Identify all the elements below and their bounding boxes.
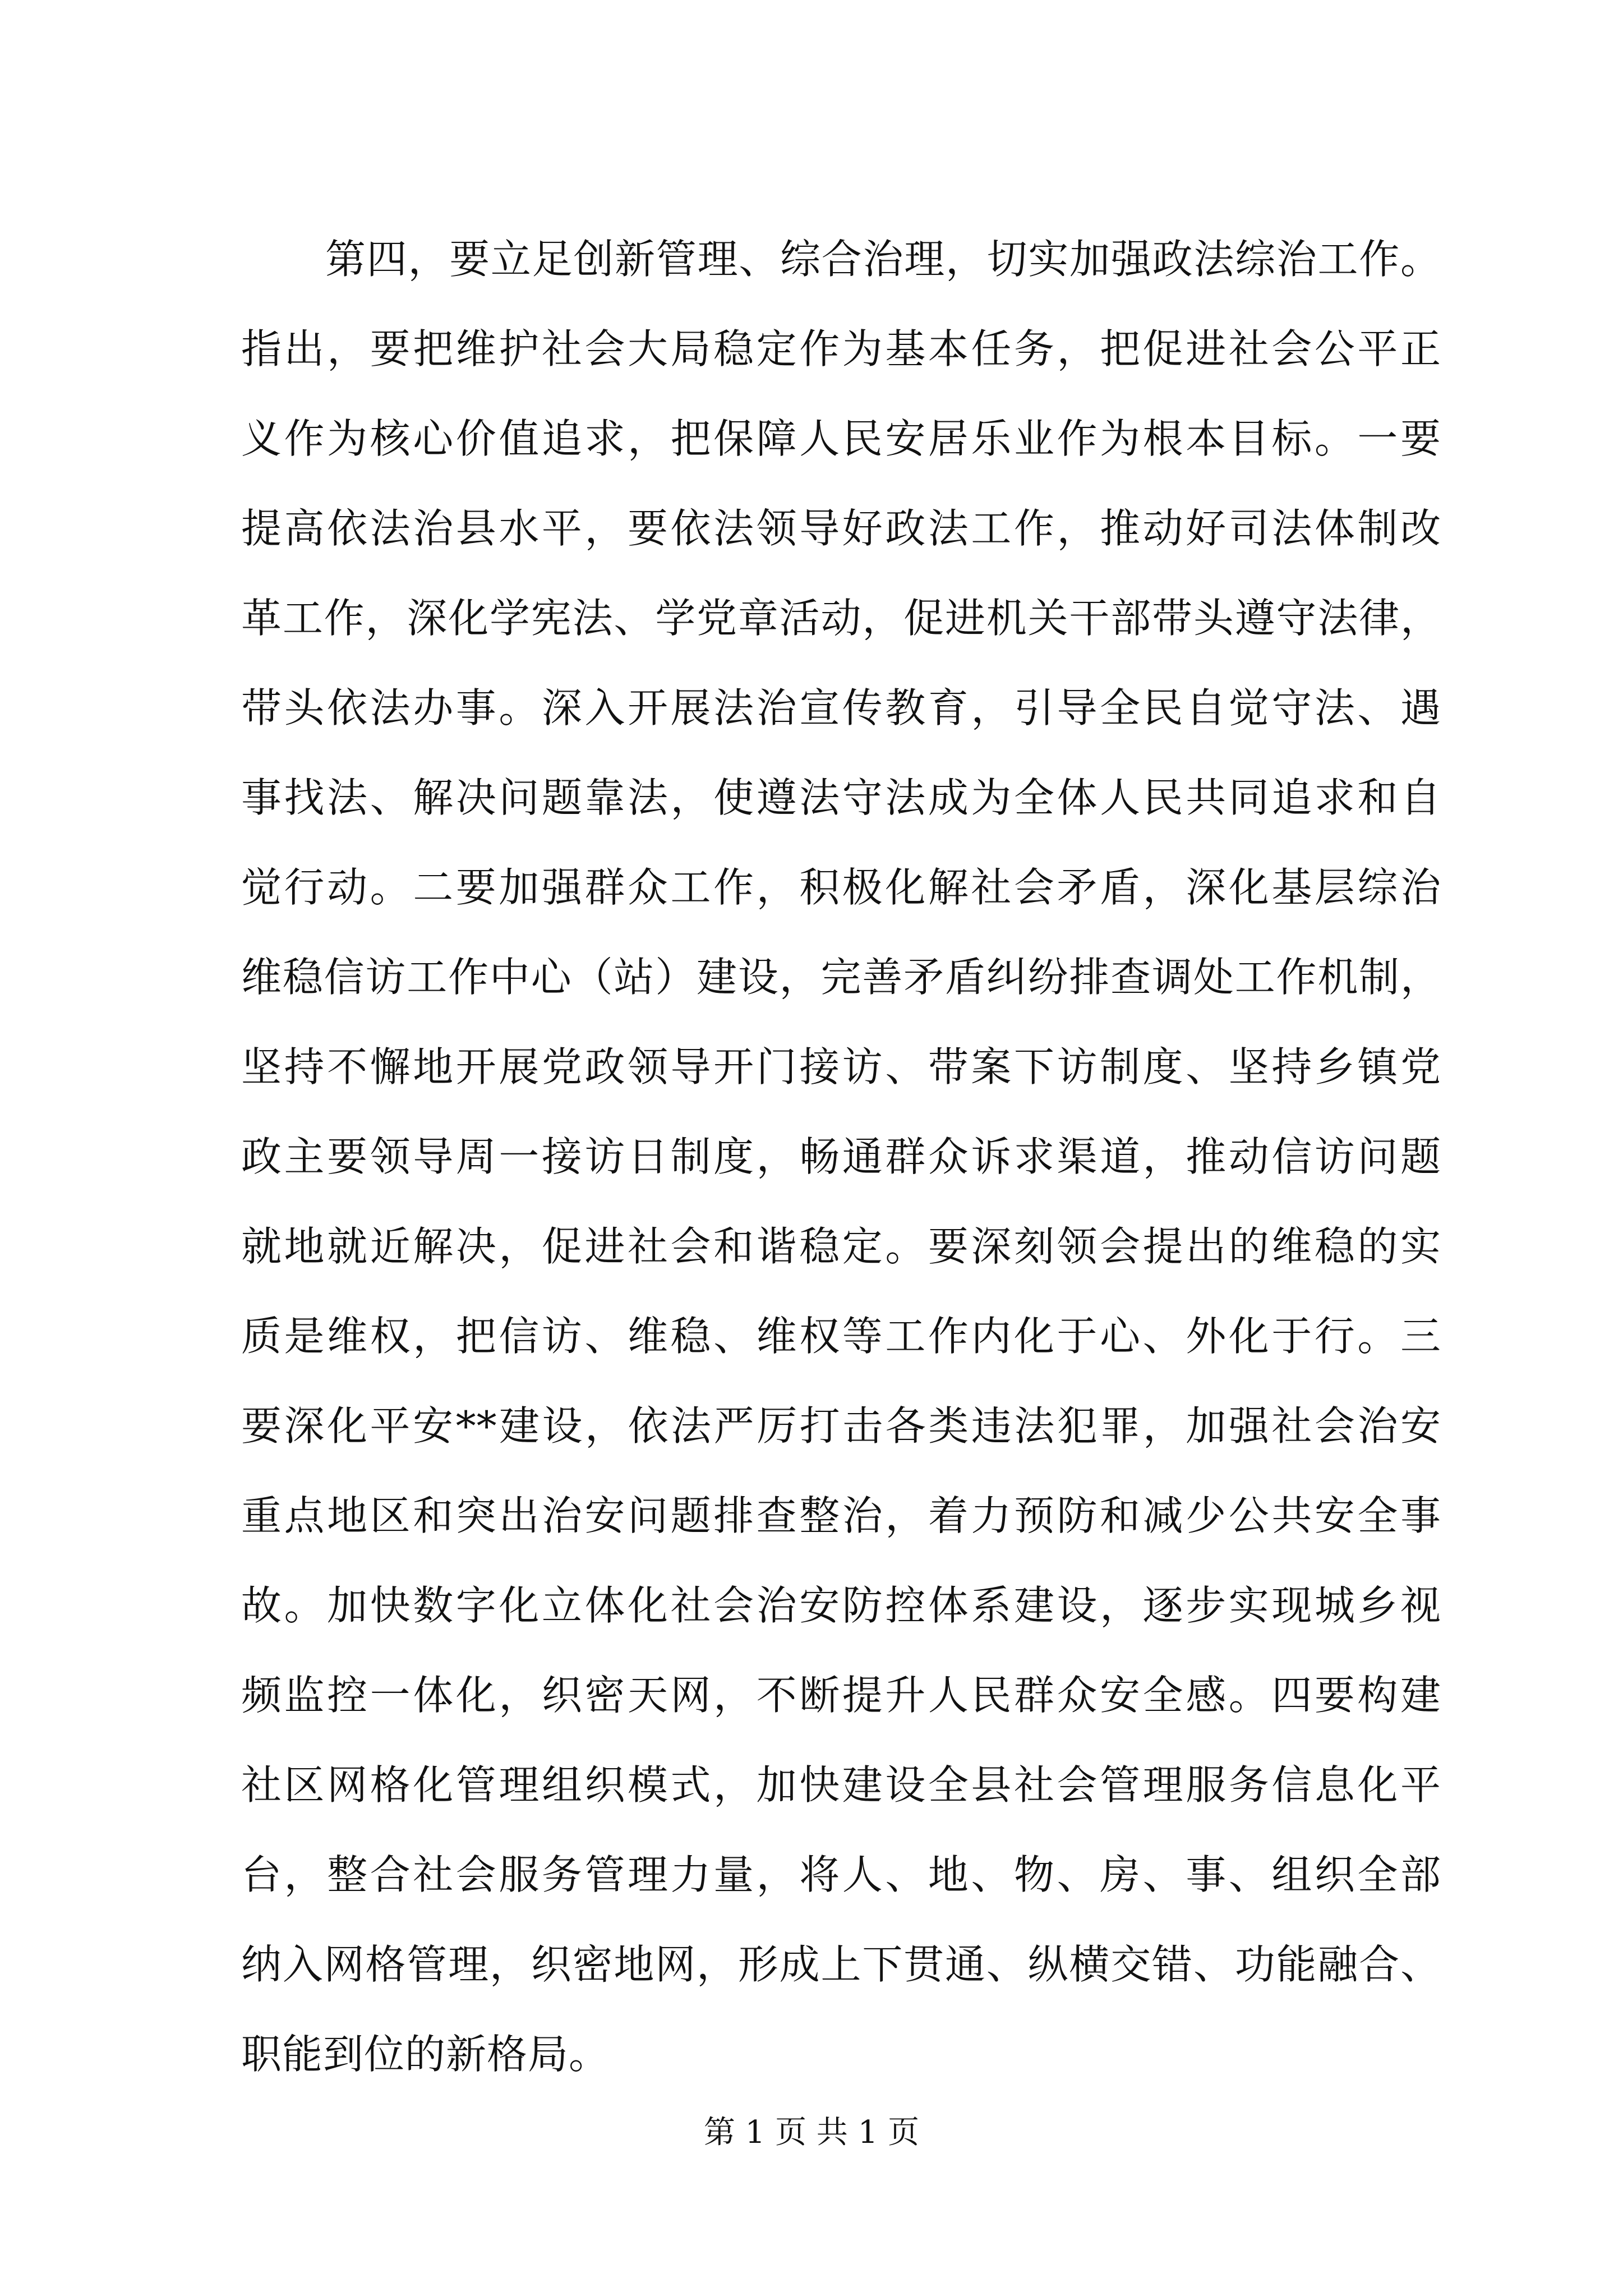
paragraph-line-20: 纳入网格管理，织密地网，形成上下贯通、纵横交错、功能融合、 — [241, 1941, 1441, 1988]
paragraph-line-11: 政主要领导周一接访日制度，畅通群众诉求渠道，推动信访问题 — [241, 1133, 1441, 1180]
paragraph-line-7: 事找法、解决问题靠法，使遵法守法成为全体人民共同追求和自 — [241, 774, 1441, 821]
paragraph-line-9: 维稳信访工作中心（站）建设，完善矛盾纠纷排查调处工作机制， — [241, 954, 1441, 1001]
paragraph-line-10: 坚持不懈地开展党政领导开门接访、带案下访制度、坚持乡镇党 — [241, 1043, 1441, 1091]
paragraph-line-21: 职能到位的新格局。 — [241, 2031, 610, 2078]
paragraph-line-16: 故。加快数字化立体化社会治安防控体系建设，逐步实现城乡视 — [241, 1582, 1441, 1629]
body-paragraph — [241, 214, 1441, 2099]
paragraph-line-4: 提高依法治县水平，要依法领导好政法工作，推动好司法体制改 — [241, 505, 1441, 552]
paragraph-line-15: 重点地区和突出治安问题排查整治，着力预防和减少公共安全事 — [241, 1492, 1441, 1539]
paragraph-line-14: 要深化平安**建设，依法严厉打击各类违法犯罪，加强社会治安 — [241, 1402, 1441, 1450]
paragraph-line-1: 第四，要立足创新管理、综合治理，切实加强政法综治工作。 — [325, 236, 1441, 283]
paragraph-line-5: 革工作，深化学宪法、学党章活动，促进机关干部带头遵守法律， — [241, 595, 1441, 642]
paragraph-line-8: 觉行动。二要加强群众工作，积极化解社会矛盾，深化基层综治 — [241, 864, 1441, 911]
paragraph-line-12: 就地就近解决，促进社会和谐稳定。要深刻领会提出的维稳的实 — [241, 1223, 1441, 1270]
paragraph-line-2: 指出，要把维护社会大局稳定作为基本任务，把促进社会公平正 — [241, 325, 1441, 372]
paragraph-line-17: 频监控一体化，织密天网，不断提升人民群众安全感。四要构建 — [241, 1672, 1441, 1719]
paragraph-line-6: 带头依法办事。深入开展法治宣传教育，引导全民自觉守法、遇 — [241, 684, 1441, 731]
paragraph-line-13: 质是维权，把信访、维稳、维权等工作内化于心、外化于行。三 — [241, 1313, 1441, 1360]
paragraph-line-19: 台，整合社会服务管理力量，将人、地、物、房、事、组织全部 — [241, 1851, 1441, 1898]
paragraph-line-3: 义作为核心价值追求，把保障人民安居乐业作为根本目标。一要 — [241, 415, 1441, 462]
paragraph-line-18: 社区网格化管理组织模式，加快建设全县社会管理服务信息化平 — [241, 1761, 1441, 1809]
page-number-footer: 第 1 页 共 1 页 — [703, 2114, 920, 2151]
